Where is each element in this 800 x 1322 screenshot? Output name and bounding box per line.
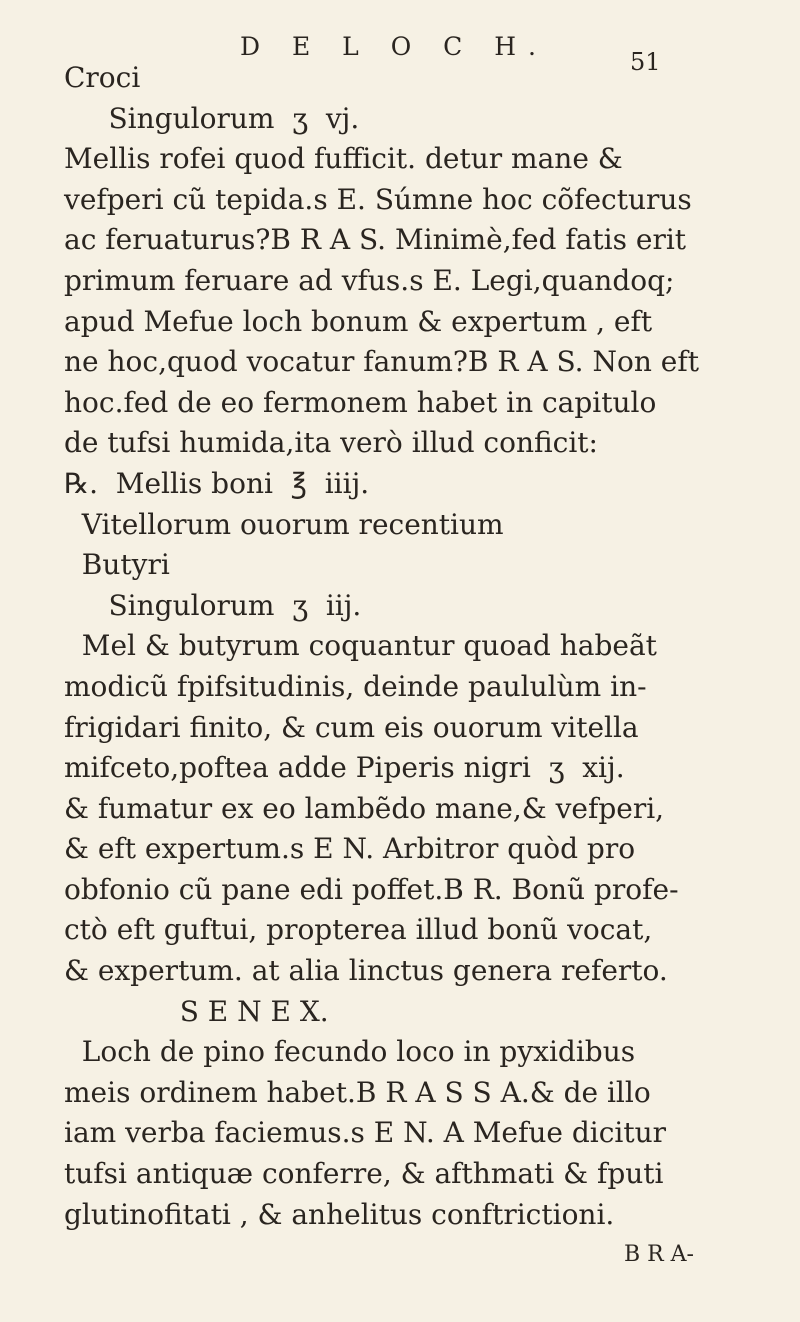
text-line: & eft expertum.s E N. Arbitror quòd pro xyxy=(64,832,636,866)
catchword: B R A- xyxy=(623,1242,694,1268)
text-line: primum feruare ad vfus.s E. Legi,quandoq; xyxy=(64,263,675,297)
text-line: glutinofitati , & anhelitus conftrictioni. xyxy=(64,1197,615,1231)
text-line: & expertum. at alia linctus genera referto. xyxy=(64,954,668,988)
text-line: ac feruaturus?B R A S. Minimè,fed fatis erit xyxy=(64,223,687,257)
text-line: frigidari finito, & cum eis ouorum vitella xyxy=(64,710,639,744)
text-line: vefperi cũ tepida.s E. Súmne hoc cõfecturus xyxy=(64,182,692,216)
body-text xyxy=(64,58,764,1276)
text-line: modicũ fpifsitudinis, deinde paululùm in- xyxy=(64,669,647,703)
text-line: Mel & butyrum coquantur quoad habeãt xyxy=(64,629,657,663)
page-number: 51 xyxy=(630,48,661,76)
text-line: de tufsi humida,ita verò illud conficit: xyxy=(64,426,598,460)
text-line: obfonio cũ pane edi poffet.B R. Bonũ profe- xyxy=(64,872,679,906)
text-line: Vitellorum ouorum recentium xyxy=(64,507,504,541)
text-line: ne hoc,quod vocatur fanum?B R A S. Non eft xyxy=(64,345,699,379)
text-line: Singulorum ʒ vj. xyxy=(64,101,360,135)
running-head: D E L O C H. xyxy=(240,32,549,61)
text-line: hoc.fed de eo fermonem habet in capitulo xyxy=(64,385,657,419)
text-line: Croci xyxy=(64,61,141,94)
text-line: mifceto,poftea adde Piperis nigri ʒ xij. xyxy=(64,751,625,785)
text-line: Loch de pino fecundo loco in pyxidibus xyxy=(64,1035,636,1069)
text-line: Butyri xyxy=(64,548,170,582)
text-line: & fumatur ex eo lambẽdo mane,& vefperi, xyxy=(64,791,665,825)
text-line: meis ordinem habet.B R A S S A.& de illo xyxy=(64,1075,651,1109)
text-line: Singulorum ʒ iij. xyxy=(64,588,362,622)
text-line: ℞. Mellis boni ℥ iiij. xyxy=(64,466,370,500)
text-line: iam verba faciemus.s E N. A Mefue dicitur xyxy=(64,1116,667,1150)
text-line: apud Mefue loch bonum & expertum , eft xyxy=(64,304,653,338)
text-line: Mellis rofei quod fufficit. detur mane & xyxy=(64,142,623,176)
text-line: ctò eft guftui, propterea illud bonũ vocat, xyxy=(64,913,653,947)
text-line: tufsi antiquæ conferre, & afthmati & fputi xyxy=(64,1157,664,1191)
section-heading: S E N E X. xyxy=(64,994,329,1028)
